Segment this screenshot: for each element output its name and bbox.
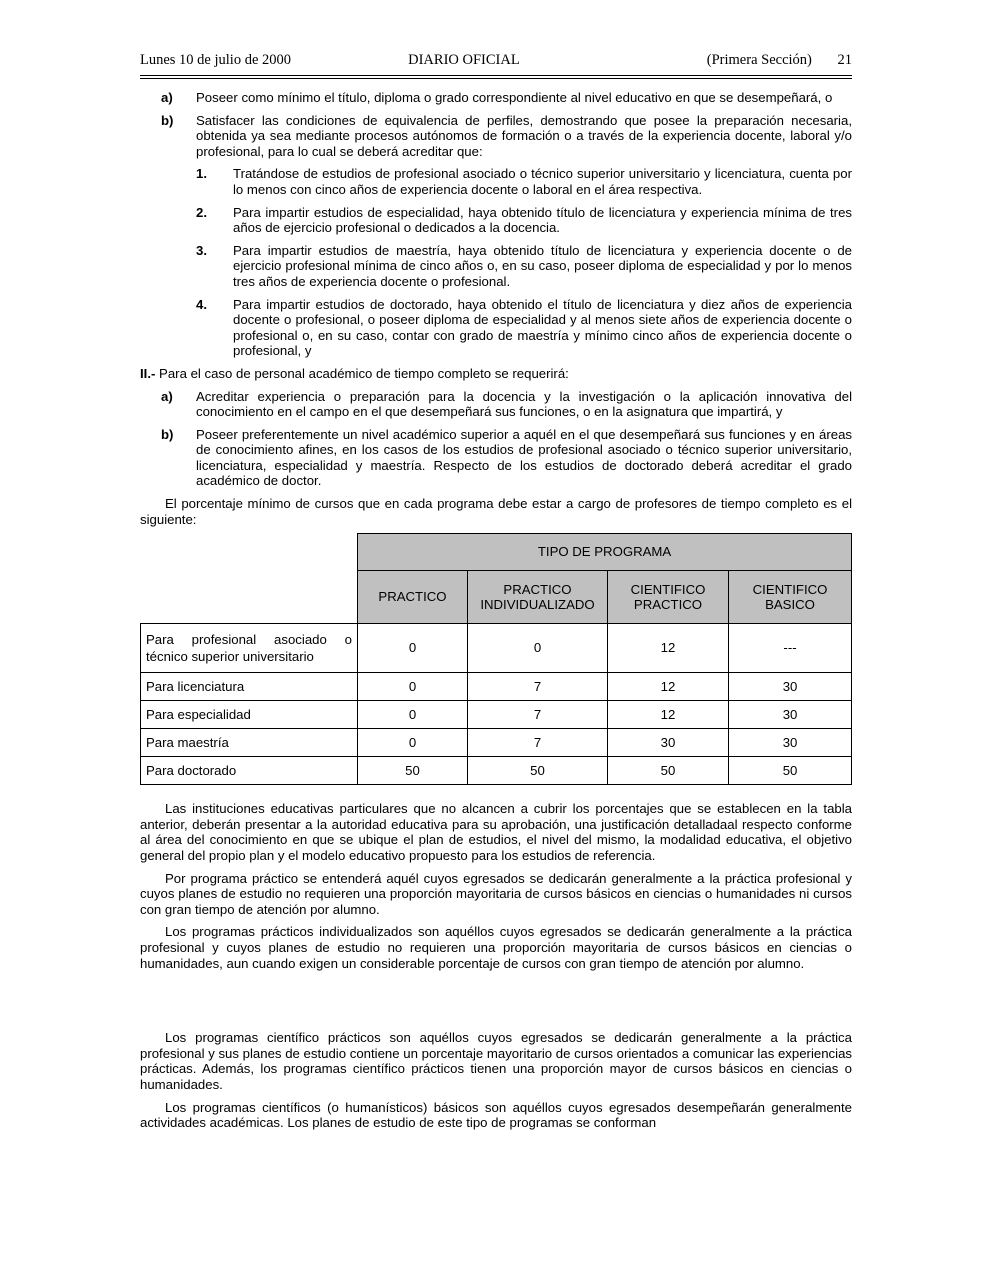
table-column-header	[608, 571, 729, 624]
list-marker: a)	[161, 90, 173, 105]
list-marker: b)	[161, 426, 174, 442]
running-head-date: Lunes 10 de julio de 2000	[140, 52, 292, 68]
header-rule	[140, 75, 852, 79]
list-item	[140, 205, 852, 236]
table-cell: ---	[729, 624, 852, 673]
table-intro-paragraph: El porcentaje mínimo de cursos que en cada programa debe estar a cargo de profesores de tiempo completo es el siguiente:	[140, 496, 852, 527]
table-column-header	[468, 571, 608, 624]
table-corner-blank	[141, 571, 358, 624]
list-marker: 1.	[196, 166, 207, 182]
column-header-line-1: CIENTIFICO	[630, 581, 706, 597]
list-item	[140, 389, 852, 420]
column-header-line-2: PRACTICO	[633, 597, 703, 613]
table-cell: 50	[468, 757, 608, 785]
list-marker: b)	[161, 112, 174, 128]
running-head-title: DIARIO OFICIAL	[408, 52, 520, 68]
table-cell: 0	[358, 701, 468, 729]
table-cell: 0	[358, 729, 468, 757]
table-container	[140, 533, 852, 785]
section-label: (Primera Sección)	[706, 52, 812, 68]
list-item	[140, 243, 852, 290]
list-item-text: Poseer preferentemente un nivel académico superior a aquél en el que desempeñará sus funciones y en áreas de conocimiento afines, en los casos de los estudios de profesional asociado o técnico superior universitario, licenciatura, especialidad y maestría. Respecto de los estudios de doctorado deberá acreditar el grado académico de doctor.	[196, 426, 852, 489]
table-cell: 30	[608, 729, 729, 757]
list-item	[140, 297, 852, 359]
list-item-text: Satisfacer las condiciones de equivalencia de perfiles, demostrando que posee la preparación necesaria, obtenida ya sea mediante procesos autónomos de formación o a través de la experiencia docente, laboral y/o profesional, para lo cual se deberá acreditar que:	[196, 112, 852, 159]
table-row-label: Para especialidad	[141, 701, 358, 729]
table-cell: 50	[608, 757, 729, 785]
list-item-text: Para impartir estudios de doctorado, haya obtenido el título de licenciatura y diez años de experiencia docente o profesional, o poseer diploma de especialidad y al menos siete años de experiencia docente o profesional o, en su caso, contar con grado de maestría y mínimo cinco años de experiencia docente o profesional, y	[233, 296, 852, 359]
table-row-label: Para licenciatura	[141, 673, 358, 701]
table-cell: 12	[608, 701, 729, 729]
section-two-heading	[140, 366, 852, 382]
table-corner-blank	[141, 534, 358, 571]
list-marker: 3.	[196, 242, 207, 258]
list-item	[140, 427, 852, 489]
body-paragraph: Los programas científicos (o humanísticos) básicos son aquéllos cuyos egresados desempeñarán generalmente actividades académicas. Los planes de estudio de este tipo de programas se conforman	[140, 1099, 852, 1131]
section-two-label: II.-	[140, 365, 156, 381]
body-paragraph: Por programa práctico se entenderá aquél cuyos egresados se dedicarán generalmente a la práctica profesional y cuyos planes de estudio no requieren una proporción mayoritaria de cursos básicos en ciencias o humanidades ni cursos con gran tiempo de atención por alumno.	[140, 870, 852, 917]
body-paragraph: Las instituciones educativas particulares que no alcancen a cubrir los porcentajes que se establecen en la tabla anterior, deberán presentar a la autoridad educativa para su aprobación, una justificación detalladaal respecto conforme al área del conocimiento en que se ubique el plan de estudios, el nivel del mismo, la modalidad educativa, el objetivo general del propio plan y el modelo educativo propuesto para los estudios de referencia.	[140, 801, 852, 864]
column-header-line-1: PRACTICO	[503, 581, 572, 597]
list-item-text: Acreditar experiencia o preparación para la docencia y la investigación o la aplicación innovativa del conocimiento en el campo en el que desempeñará sus funciones, o en la asignatura que impartirá, y	[196, 388, 852, 420]
list-marker: 2.	[196, 204, 207, 220]
table-cell: 30	[729, 701, 852, 729]
table-cell: 50	[729, 757, 852, 785]
list-item-text: Para impartir estudios de maestría, haya obtenido título de licenciatura y experiencia docente o de ejercicio profesional mínima de cinco años o, en su caso, poseer diploma de especialidad y por lo menos tres años de experiencia docente o profesional.	[233, 242, 852, 289]
column-header-line-2: BASICO	[765, 597, 815, 613]
column-header-line-1: CIENTIFICO	[752, 581, 828, 597]
body-paragraph: Los programas científico prácticos son aquéllos cuyos egresados se dedicarán generalmente a la práctica profesional y sus planes de estudio contiene un porcentaje mayoritario de cursos orientados a comunicar las experiencias prácticas. Además, los programas científico prácticos tienen una proporción mayor de cursos básicos en ciencias o humanidades.	[140, 1030, 852, 1092]
table-cell: 30	[729, 673, 852, 701]
running-head	[140, 52, 852, 69]
table-header-row-group	[141, 534, 852, 571]
table-cell: 7	[468, 673, 608, 701]
list-item-text: Para impartir estudios de especialidad, haya obtenido título de licenciatura y experiencia mínima de tres años de ejercicio profesional o dedicados a la docencia.	[233, 204, 852, 236]
list-item-text: Poseer como mínimo el título, diploma o grado correspondiente al nivel educativo en que se desempeñará, o	[196, 90, 833, 105]
list-marker: 4.	[196, 296, 207, 312]
column-header-line-2: INDIVIDUALIZADO	[480, 597, 595, 613]
table-header-row-columns	[141, 571, 852, 624]
body-paragraph: Los programas prácticos individualizados son aquéllos cuyos egresados se dedicarán generalmente a la práctica profesional y cuyos planes de estudio no requieren una proporción mayoritaria de cursos básicos en ciencias o humanidades, aun cuando exigen un considerable porcentaje de cursos con gran tiempo de atención por alumno.	[140, 924, 852, 971]
page-number: 21	[837, 52, 852, 68]
column-header-line-1: PRACTICO	[378, 589, 447, 605]
table-row	[141, 757, 852, 785]
table-row	[141, 701, 852, 729]
table-cell: 0	[358, 673, 468, 701]
program-percentage-table	[140, 533, 852, 785]
table-cell: 50	[358, 757, 468, 785]
table-cell: 0	[358, 624, 468, 673]
table-cell: 12	[608, 673, 729, 701]
vertical-gap	[140, 978, 852, 1030]
table-row-label: Para maestría	[141, 729, 358, 757]
running-head-section	[707, 52, 852, 69]
table-row-label: Para profesional asociado o técnico superior universitario	[141, 624, 358, 673]
list-marker: a)	[161, 388, 173, 404]
table-row	[141, 624, 852, 673]
table-cell: 7	[468, 701, 608, 729]
table-cell: 0	[468, 624, 608, 673]
table-column-header	[358, 571, 468, 624]
table-row	[141, 673, 852, 701]
table-cell: 7	[468, 729, 608, 757]
list-item	[140, 166, 852, 197]
table-column-header	[729, 571, 852, 624]
table-cell: 30	[729, 729, 852, 757]
table-cell: 12	[608, 624, 729, 673]
list-item-text: Tratándose de estudios de profesional asociado o técnico superior universitario y licenciatura, cuenta por lo menos con cinco años de experiencia docente o laboral en el área respectiva.	[233, 166, 852, 197]
list-item	[140, 113, 852, 160]
table-row-label: Para doctorado	[141, 757, 358, 785]
section-two-text: Para el caso de personal académico de tiempo completo se requerirá:	[155, 365, 569, 381]
document-body	[140, 90, 852, 1138]
list-item	[140, 90, 852, 106]
table-row	[141, 729, 852, 757]
table-group-header: TIPO DE PROGRAMA	[358, 534, 852, 571]
